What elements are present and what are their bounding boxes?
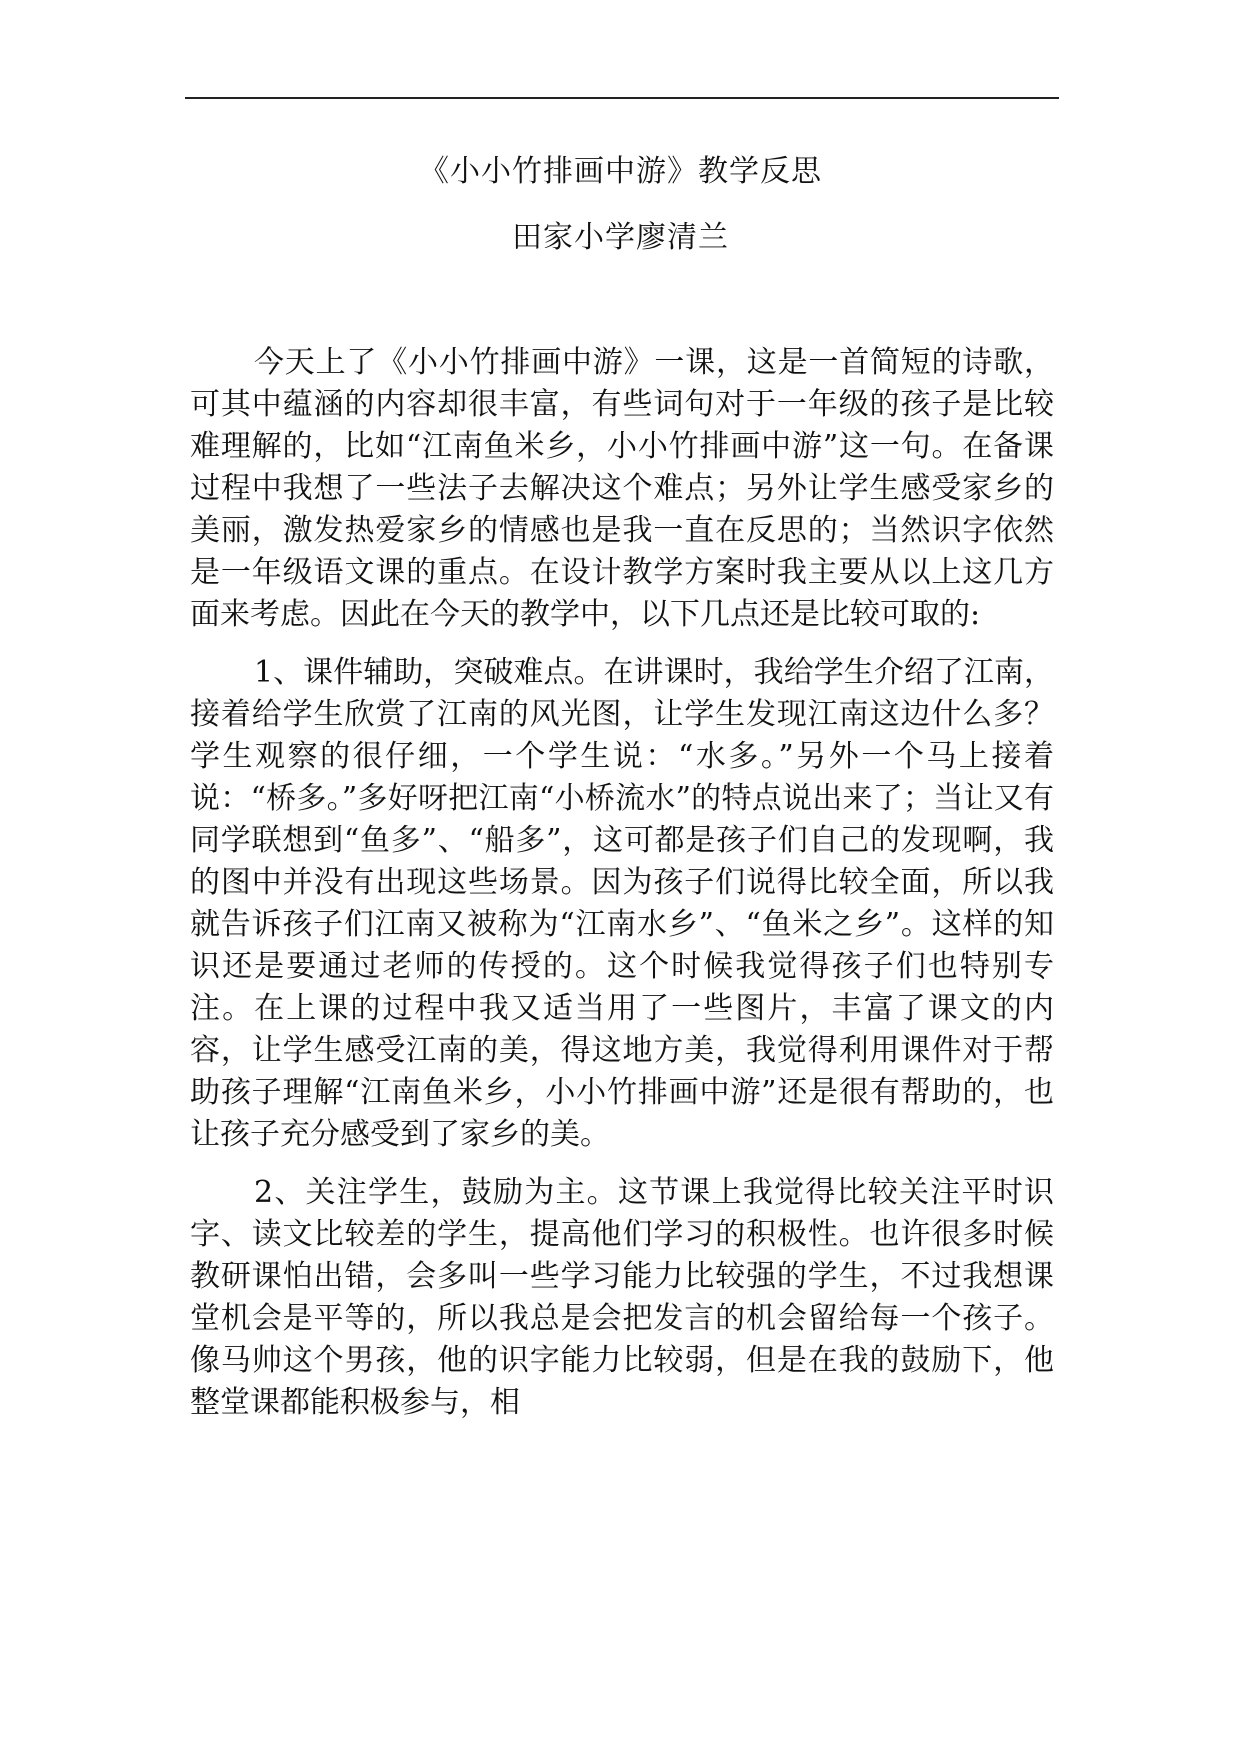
document-author: 田家小学廖清兰: [512, 220, 729, 255]
header-rule: [185, 97, 1059, 99]
paragraph-intro: 今天上了《小小竹排画中游》一课，这是一首简短的诗歌，可其中蕴涵的内容却很丰富，有些词句对于一年级的孩子是比较难理解的，比如“江南鱼米乡，小小竹排画中游”这一句。在备课过程中我想了一些法子去解决这个难点；另外让学生感受家乡的美丽，激发热爱家乡的情感也是我一直在反思的；当然识字依然是一年级语文课的重点。在设计教学方案时我主要从以上这几方面来考虑。因此在今天的教学中，以下几点还是比较可取的:: [190, 345, 1054, 632]
document-body: [190, 342, 1054, 1424]
document-title: 《小小竹排画中游》教学反思: [419, 154, 822, 189]
paragraph-point-2: 2、关注学生，鼓励为主。这节课上我觉得比较关注平时识字、读文比较差的学生，提高他们学习的积极性。也许很多时候教研课怕出错，会多叫一些学习能力比较强的学生，不过我想课堂机会是平等的，所以我总是会把发言的机会留给每一个孩子。像马帅这个男孩，他的识字能力比较弱，但是在我的鼓励下，他整堂课都能积极参与，相: [190, 1175, 1054, 1420]
paragraph-point-1: 1、课件辅助，突破难点。在讲课时，我给学生介绍了江南，接着给学生欣赏了江南的风光图，让学生发现江南这边什么多？学生观察的很仔细，一个学生说：“水多。”另外一个马上接着说：“桥多。”多好呀把江南“小桥流水”的特点说出来了；当让又有同学联想到“鱼多”、“船多”，这可都是孩子们自己的发现啊，我的图中并没有出现这些场景。因为孩子们说得比较全面，所以我就告诉孩子们江南又被称为“江南水乡”、“鱼米之乡”。这样的知识还是要通过老师的传授的。这个时候我觉得孩子们也特别专注。在上课的过程中我又适当用了一些图片，丰富了课文的内容，让学生感受江南的美，得这地方美，我觉得利用课件对于帮助孩子理解“江南鱼米乡，小小竹排画中游”还是很有帮助的，也让孩子充分感受到了家乡的美。: [190, 655, 1054, 1152]
